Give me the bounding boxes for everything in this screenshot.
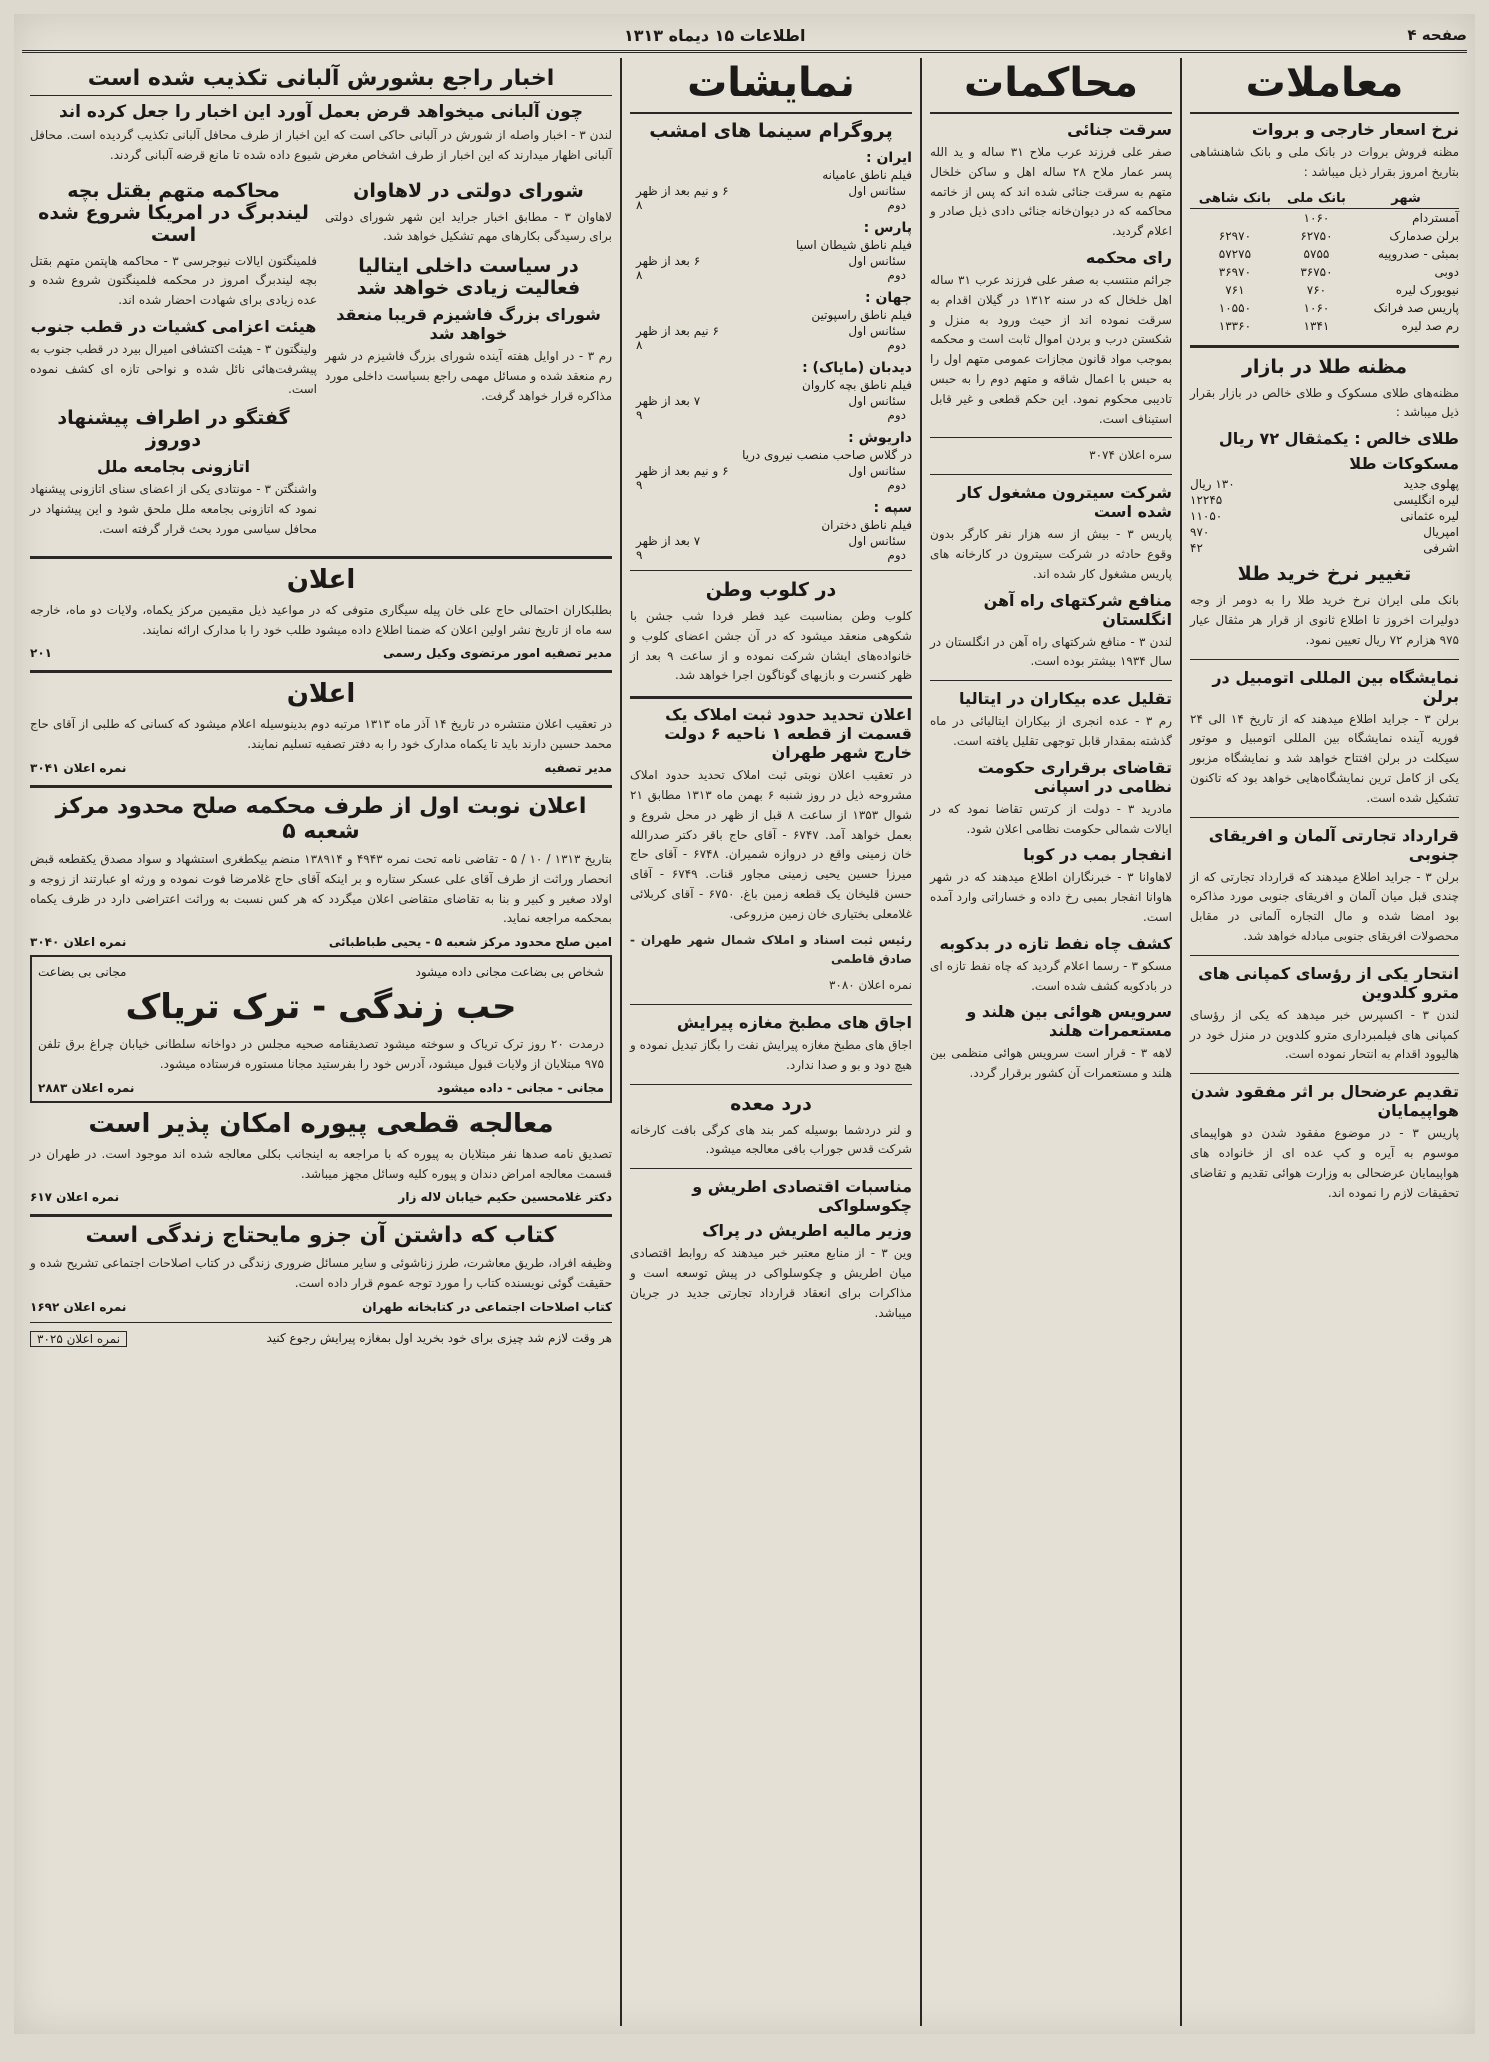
- unemployment-heading: تقلیل عده بیکاران در ایتالیا: [959, 689, 1172, 709]
- club-heading: در کلوب وطن: [705, 579, 837, 601]
- coin-row: [1190, 493, 1459, 507]
- lead-headline: اخبار راجع بشورش آلبانی تکذیب شده است: [30, 66, 612, 96]
- showtime-row: [630, 548, 912, 562]
- martial-law-body: مادرید ۳ - دولت از کرتس تقاضا نمود که در ایالات شمالی حکومت نظامی اعلان شود.: [930, 801, 1172, 836]
- pyorrhea-ad-body: تصدیق نامه صدها نفر مبتلایان به پیوره که با مراجعه به اینجانب بکلی معالجه شده اند موجود است. در طهران در قسمت معالجه امراض دندان و پیوره کلیه وسائل مجهز میباشد.: [30, 1146, 612, 1181]
- showtime-time: ۷ بعد از ظهر: [636, 534, 701, 548]
- talks-subheading: اتازونی بجامعه ملل: [97, 457, 250, 477]
- flyers-heading: تقدیم عرضحال بر اثر مفقود شدن هواپیمایان: [1190, 1082, 1459, 1121]
- news-subcolumn-left: [30, 172, 317, 546]
- showtime-label: دوم: [887, 198, 906, 212]
- pill-ad-title: حب زندگی - ترک تریاک: [125, 987, 517, 1028]
- film-title: فیلم ناطق عامیانه: [822, 168, 912, 182]
- unemployment-body: رم ۳ - عده انجری از بیکاران ایتالیائی در ماه گذشته بمقدار قابل توجهی تقلیل یافته است.: [930, 714, 1173, 748]
- fx-city: نیویورک لیره: [1395, 282, 1459, 297]
- divider: [630, 1168, 912, 1169]
- film-title: فیلم ناطق شیطان اسیا: [796, 238, 912, 252]
- news-subcolumn-right: [325, 172, 612, 546]
- econ-subheading: وزیر مالیه اطریش در پراک: [702, 1221, 912, 1241]
- limit-notice-body: در تعقیب اعلان نوبتی ثبت املاک تحدید حدود املاک مشروحه ذیل در روز شنبه ۶ بهمن ماه ۱۳۱۳ مطابق ۲۱ شوال ۱۳۵۳ از ساعت ۸ قبل از ظهر در محل شروع و بعمل خواهد آمد. ۶۷۴۷ - آقای حاج باقر دکتر صدرالله خان زمینی واقع در دروازه شمیران. ۶۷۴۸ - آقای حاج میرزا حسین یحیی زمینی مجاور قنات. ۶۷۴۹ - آقای حسن قلیخان یک قطعه زمین باغ. ۶۷۵۰ - آقای کربلائی غلامعلی بختیاری خان زمین مزروعی.: [630, 768, 912, 921]
- column-courts: [922, 58, 1182, 2026]
- film-title: فیلم ناطق بچه کاروان: [802, 378, 912, 392]
- divider: [930, 680, 1172, 681]
- book-ad-body: وظیفه افراد، طریق معاشرت، طرز زناشوئی و سایر مسائل ضروری زندگی در کتاب اصلاحات اجتماعی تشریح شده و حقیقت گوئی نویسنده کتاب را مورد توجه عموم قرار داده است.: [30, 1256, 612, 1291]
- cinema-program-title: پروگرام سینما های امشب: [649, 120, 893, 142]
- fx-melli-rate: ۶۲۷۵۰: [1300, 228, 1333, 243]
- newspaper-page: [14, 14, 1475, 2034]
- showtime-time: ۷ بعد از ظهر: [636, 394, 701, 408]
- section-title-shows: نمایشات: [630, 60, 912, 114]
- coin-price: ۹۷۰: [1190, 525, 1210, 540]
- showtime-row: [630, 464, 912, 478]
- film-title: فیلم ناطق دختران: [821, 518, 912, 532]
- notice-1-signer: مدیر تصفیه امور مرتضوی وکیل رسمی: [382, 646, 612, 661]
- talks-heading: گفتگو در اطراف پیشنهاد دوروز: [57, 407, 290, 452]
- notice-1-number: ۲۰۱: [30, 646, 52, 661]
- gold-heading: مظنه طلا در بازار: [1241, 355, 1408, 378]
- divider: [1190, 659, 1459, 660]
- showtime-label: سئانس اول: [848, 324, 906, 338]
- pyorrhea-ad-signature: [30, 1190, 612, 1204]
- coin-row: [1190, 541, 1459, 555]
- fx-shahi-rate: ۵۷۲۷۵: [1218, 246, 1252, 261]
- showtime-row: [630, 324, 912, 338]
- court-notice-number: نمره اعلان ۳۰۴۰: [30, 935, 127, 950]
- fx-melli-rate: ۷۶۰: [1306, 282, 1327, 297]
- exhibit-body: برلن ۳ - جراید اطلاع میدهند که از تاریخ ۱۴ الی ۲۴ فوریه آینده نمایشگاه بین المللی اتومبیل و موتور سیکلت در برلن افتتاح خواهد شد و نمایشگاه مزبور یکی از کامل ترین نمایشگاه‌هایی خواهد بود که تاکنون تشکیل شده است.: [1190, 711, 1459, 805]
- pyorrhea-ad-doctor: دکتر غلامحسین حکیم خیابان لاله زار: [398, 1190, 612, 1205]
- theft-heading: سرقت جنائی: [1067, 120, 1172, 139]
- showtime-row: [630, 408, 912, 422]
- court-notice-title: اعلان نوبت اول از طرف محکمه صلح محدود مرکز شعبه ۵: [55, 793, 587, 844]
- pure-gold: طلای خالص : یکمثقال ۷۲ ریال: [1218, 429, 1459, 449]
- footer-ad-number: نمره اعلان ۳۰۲۵: [30, 1331, 127, 1347]
- fx-row: [1190, 263, 1459, 281]
- court-notice-signature: [30, 935, 612, 949]
- book-ad-signature: [30, 1300, 612, 1314]
- film-title: در گلاس صاحب منصب نیروی دریا: [742, 448, 912, 462]
- divider: [930, 437, 1172, 438]
- book-ad-number: نمره اعلان ۱۶۹۲: [30, 1299, 127, 1314]
- fx-city: بمبئی - صدروپیه: [1378, 246, 1459, 261]
- showtime-row: [630, 534, 912, 548]
- south-pole-heading: هیئت اعزامی کشیات در قطب جنوب: [30, 316, 317, 336]
- showtime-row: [630, 268, 912, 282]
- showtime-label: سئانس اول: [848, 534, 906, 548]
- notice-2-signer: مدیر تصفیه: [544, 760, 612, 775]
- council-body: لاهاوان ۳ - مطابق اخبار جراید این شهر شورای دولتی برای رسیدگی بکارهای مهم تشکیل خواهد شد.: [325, 209, 612, 244]
- issue-date: اطلاعات ۱۵ دیماه ۱۳۱۳: [624, 25, 806, 45]
- theft-body: صفر علی فرزند عرب ملاح ۳۱ ساله و ید الله پسر عمار ملاح ۲۸ ساله اهل و ساکن خلخال متهم به سرقت جنائی شده اند که پس از خاتمه محاکمه که در دیوان‌خانه جنائی دادی ذیل صادر و اعلام گردید.: [930, 145, 1172, 239]
- column-shows: [622, 58, 922, 2026]
- book-ad-title: کتاب که داشتن آن جزو مایحتاج زندگی است: [85, 1223, 557, 1249]
- pill-ad: [30, 955, 612, 1103]
- fx-header-melli: بانک ملی: [1280, 189, 1353, 209]
- divider: [1190, 817, 1459, 818]
- pill-ad-body: درمدت ۲۰ روز ترک تریاک و سوخته میشود تصدیقنامه صحیه مجلس در دواخانه سلطانی خیابان چراغ برق تلفن ۹۷۵ مبتلایان از ولایات قبول میشود، آدرس خود را بفرستید مجانا مستوره فرستاده میشود.: [38, 1037, 604, 1071]
- coin-price: ۱۱۰۵۰: [1190, 509, 1223, 524]
- divider: [630, 570, 912, 571]
- rail-heading: منافع شرکتهای راه آهن انگلستان: [983, 590, 1172, 629]
- notice-2-title: اعلان: [286, 679, 356, 710]
- showtime-label: سئانس اول: [848, 464, 906, 478]
- rail-body: لندن ۳ - منافع شرکتهای راه آهن در انگلستان در سال ۱۹۳۴ بیشتر بوده است.: [930, 634, 1172, 669]
- pill-ad-slogan: مجانی - مجانی - داده میشود: [436, 1080, 604, 1095]
- showtime-row: [630, 478, 912, 492]
- air-service-body: لاهه ۳ - قرار است سرویس هوائی منظمی بین هلند و مستعمرات آن کشور برقرار گردد.: [930, 1046, 1172, 1081]
- coin-row: [1190, 525, 1459, 539]
- econ-heading: مناسبات اقتصادی اطریش و چکوسلواکی: [692, 1177, 912, 1216]
- showtime-time: ۸: [636, 268, 643, 282]
- coins-list: [1190, 477, 1459, 555]
- econ-body: وین ۳ - از منابع معتبر خبر میدهند که روابط اقتصادی میان اطریش و چکوسلواکی در پیش توسعه است و مذاکرات برای انعقاد قرارداد تجارتی جدید در جریان میباشد.: [630, 1246, 912, 1320]
- trial-heading: محاکمه متهم بقتل بچه لیندبرگ در امریکا شروع شده است: [38, 179, 309, 246]
- fx-intro: مظنه فروش بروات در بانک ملی و بانک شاهنشاهی بتاریخ امروز بقرار ذیل میباشد :: [1190, 145, 1459, 179]
- page-number: صفحه ۴: [1407, 26, 1467, 44]
- fx-melli-rate: ۵۷۵۵: [1303, 246, 1330, 261]
- fx-city: رم صد لیره: [1401, 318, 1459, 333]
- divider: [630, 696, 912, 699]
- notice-1-title: اعلان: [286, 564, 356, 595]
- fx-row: [1190, 299, 1459, 317]
- pill-ad-number: نمره اعلان ۲۸۸۳: [38, 1080, 135, 1095]
- divider: [930, 474, 1172, 475]
- showtime-label: دوم: [887, 548, 906, 562]
- suicide-heading: انتحار یکی از رؤسای کمپانی های مترو کلدوین: [1198, 963, 1459, 1002]
- showtime-time: ۹: [636, 478, 643, 492]
- cinema-name: پارس :: [863, 220, 912, 236]
- lead-subheadline: چون آلبانی میخواهد قرض بعمل آورد این اخبار را جعل کرده اند: [58, 102, 584, 122]
- fx-shahi-rate: ۳۶۹۷۰: [1218, 264, 1252, 279]
- showtime-label: سئانس اول: [848, 394, 906, 408]
- divider: [30, 1322, 612, 1323]
- cinema-name: داریوش :: [848, 430, 912, 446]
- italy-heading: در سیاست داخلی ایتالیا فعالیت زیادی خواهد شد: [356, 255, 581, 300]
- coins-heading: مسکوکات طلا: [1349, 454, 1459, 474]
- divider: [1190, 1073, 1459, 1074]
- coin-name: پهلوی جدید: [1403, 477, 1459, 492]
- fx-shahi-rate: ۱۳۳۶۰: [1218, 318, 1252, 333]
- martial-law-heading: تقاضای برقراری حکومت نظامی در اسپانی: [977, 757, 1172, 796]
- fx-melli-rate: ۳۶۷۵۰: [1300, 264, 1333, 279]
- coin-name: لیره انگلیسی: [1393, 493, 1459, 508]
- flyers-body: پاریس ۳ - در موضوع مفقود شدن دو هواپیمای موسوم به آیره و کپ عده ای از خانواده های هواپیمایان عرضحالی به وزارت هوائی تقدیم و تقاضای تحقیقات لازم را نموده اند.: [1190, 1126, 1459, 1200]
- divider: [30, 670, 612, 673]
- italy-body: رم ۳ - در اوایل هفته آینده شورای بزرگ فاشیزم در شهر رم منعقد شده و مسائل مهمی راجع بسیاست داخلی مورد مذاکره قرار خواهد گرفت.: [325, 349, 612, 403]
- oil-body: مسکو ۳ - رسما اعلام گردید که چاه نفط تازه ای در بادکوبه کشف شده است.: [930, 958, 1172, 993]
- fx-row: [1190, 317, 1459, 335]
- fx-row: [1190, 245, 1459, 263]
- court-notice-signer: امین صلح محدود مرکز شعبه ۵ - یحیی طباطبائی: [328, 935, 612, 950]
- cuba-heading: انفجار بمب در کوبا: [1023, 845, 1172, 865]
- air-service-heading: سرویس هوائی بین هلند و مستعمرات هلند: [966, 1002, 1172, 1041]
- cuba-body: لاهاوانا ۳ - خبرنگاران اطلاع میدهند که در شهر هاوانا انفجار بمبی رخ داده و خساراتی وارد آمده است.: [930, 870, 1172, 924]
- showtime-time: ۸: [636, 198, 643, 212]
- fx-header-shahi: بانک شاهی: [1190, 189, 1280, 209]
- notice-1-signature: [30, 646, 612, 660]
- film-title: فیلم ناطق راسپوتین: [811, 308, 912, 322]
- pill-ad-sides: [38, 965, 604, 979]
- cinema-name: دیدبان (مایاک) :: [802, 360, 912, 376]
- pyorrhea-ad-title: معالجه قطعی پیوره امکان پذیر است: [88, 1108, 554, 1139]
- stoves-body: اجاق های مطبخ مغازه پیرایش نفت را بگاز تبدیل نموده و هیچ دود و بو و صدا ندارد.: [630, 1037, 912, 1072]
- gold-intro: مظنه‌های طلای مسکوک و طلای خالص در بازار بقرار ذیل میباشد :: [1190, 385, 1459, 420]
- shows-ad-number: نمره اعلان ۳۰۸۰: [828, 978, 912, 993]
- cinema-name: سپه :: [873, 500, 912, 516]
- fx-row: [1190, 281, 1459, 299]
- masthead: [22, 20, 1467, 53]
- showtime-row: [630, 254, 912, 268]
- oil-heading: کشف چاه نفط تازه در بدکوبه: [939, 933, 1172, 953]
- fx-city: آمستردام: [1412, 210, 1459, 225]
- footer-ad-text: هر وقت لازم شد چیزی برای خود بخرید اول بمغازه پیرایش رجوع کنید: [266, 1330, 612, 1345]
- showtime-row: [630, 198, 912, 212]
- column-world-news: [22, 58, 622, 2026]
- divider: [630, 1084, 912, 1085]
- pill-ad-footer: [38, 1081, 604, 1095]
- fx-shahi-rate: ۷۶۱: [1225, 282, 1245, 297]
- column-transactions: [1182, 58, 1467, 2026]
- club-body: کلوب وطن بمناسبت عید فطر فردا شب جشن با شکوهی منعقد میشود که در آن جشن اعضای کلوب و خانواده‌های ایشان شرکت نموده و از ساعت ۹ بعد از ظهر کنسرت و بازیهای گوناگون اجرا خواهد شد.: [630, 609, 912, 683]
- notice-2-body: در تعقیب اعلان منتشره در تاریخ ۱۴ آذر ماه ۱۳۱۳ مرتبه دوم بدینوسیله اعلام میشود که کسانی که طلبی از آقای حاج محمد حسین دارند باید تا یکماه مدارک خود را به دفتر تصفیه تسلیم نمایند.: [30, 717, 612, 752]
- coin-row: [1190, 509, 1459, 523]
- limit-notice-heading: اعلان تحدید حدود ثبت املاک یک قسمت از قطعه ۱ ناحیه ۶ دولت خارج شهر طهران: [664, 705, 912, 763]
- gold-change-body: بانک ملی ایران نرخ خرید طلا را به دومر از وجه دولیرات اخروز تا اطلاع ثانوی از قرار هر مثقال عیار ۹۷۵ هزارم ۷۲ ریال تعیین نمود.: [1190, 593, 1459, 647]
- gold-change-heading: تغییر نرخ خرید طلا: [1237, 563, 1412, 586]
- citroen-body: پاریس ۳ - بیش از سه هزار نفر کارگر بدون وقوع حادثه در شرکت سیترون در کارخانه های پاریس مشغول کار شده اند.: [930, 527, 1172, 581]
- fx-melli-rate: ۱۰۶۰: [1303, 300, 1330, 315]
- notice-2-number: نمره اعلان ۳۰۴۱: [30, 760, 127, 775]
- showtime-time: ۹: [636, 548, 643, 562]
- coin-name: امپریال: [1423, 525, 1459, 540]
- fx-table: [1190, 189, 1459, 335]
- verdict-heading: رای محکمه: [1085, 247, 1172, 267]
- coin-price: ۴۲: [1190, 541, 1203, 556]
- italy-subheading: شورای بزرگ فاشیزم قریبا منعقد خواهد شد: [336, 305, 601, 344]
- notice-1-body: بطلبکاران احتمالی حاج علی خان پیله سیگاری متوفی که در مواعید ذیل مقیمین مرکز یکماه، ولایات دو ماه، خارجه سه ماه از تاریخ نشر اولین اعلان که ضمنا اطلاع داده میشود طلب خود را با مدارک ارائه نمایند.: [30, 602, 612, 637]
- trial-body: فلمینگتون ایالات نیوجرسی ۳ - محاکمه هاپتمن متهم بقتل بچه لیندبرگ امروز در محکمه فلمینگتون شروع شده و عده زیادی برای شهادت احضار شده اند.: [30, 253, 317, 308]
- divider: [1190, 955, 1459, 956]
- stoves-heading: اجاق های مطبخ مغازه پیرایش: [676, 1012, 912, 1032]
- fx-shahi-rate: ۱۰۵۵۰: [1218, 300, 1252, 315]
- showtime-label: دوم: [887, 408, 906, 422]
- divider: [630, 1004, 912, 1005]
- showtime-row: [630, 338, 912, 352]
- citroen-heading: شرکت سیترون مشغول کار شده است: [957, 483, 1172, 522]
- pill-ad-side-left: مجانی بی بضاعت: [38, 965, 127, 980]
- showtime-label: دوم: [887, 338, 906, 352]
- divider: [30, 556, 612, 559]
- limit-notice-sign: رئیس ثبت اسناد و املاک شمال شهر طهران - صادق قاطمی: [630, 932, 912, 967]
- book-ad-store: کتاب اصلاحات اجتماعی در کتابخانه طهران: [362, 1299, 612, 1314]
- fx-table-body: [1190, 208, 1459, 335]
- news-grid: [30, 172, 612, 546]
- showtime-label: دوم: [887, 478, 906, 492]
- pyorrhea-ad-number: نمره اعلان ۶۱۷: [30, 1190, 120, 1205]
- columns: [22, 58, 1467, 2026]
- pill-ad-side-right: شخاص بی بضاعت مجانی داده میشود: [415, 965, 604, 980]
- fx-melli-rate: ۱۳۴۱: [1303, 318, 1330, 333]
- coin-row: [1190, 477, 1459, 491]
- showtime-time: ۶ و نیم بعد از ظهر: [636, 464, 729, 478]
- lead-body: لندن ۳ - اخبار واصله از شورش در آلبانی حاکی است که این اخبار از طرف محافل آلبانی تکذیب گردیده است. محافل آلبانی اظهار میدارند که این اخبار از طرف اشخاص مغرض شیوع داده شده تا مانع قرضه آلبانی گردند.: [30, 128, 612, 162]
- south-pole-body: ولینگتون ۳ - هیئت اکتشافی امیرال بیرد در قطب جنوب به پیشرفت‌هائی نائل شده و نواحی تازه ای کشف نموده است.: [30, 341, 317, 396]
- showtime-time: ۹: [636, 408, 643, 422]
- showtime-row: [630, 184, 912, 198]
- fx-city: برلن صدمارک: [1389, 228, 1459, 243]
- stomach-pain-body: و لنر دردشما بوسیله کمر بند های کرگی بافت کارخانه شرکت قدس جوراب بافی معالجه میشود.: [630, 1122, 912, 1157]
- trade-heading: قرارداد تجارتی آلمان و افریقای جنوبی: [1208, 825, 1459, 864]
- courts-ad-number: سره اعلان ۳۰۷۴: [1089, 448, 1172, 463]
- showtime-label: سئانس اول: [848, 254, 906, 268]
- section-title-courts: محاکمات: [930, 60, 1172, 114]
- showtime-time: ۶ و نیم بعد از ظهر: [636, 184, 729, 198]
- fx-shahi-rate: ۶۲۹۷۰: [1218, 228, 1252, 243]
- showtime-label: دوم: [887, 268, 906, 282]
- fx-melli-rate: ۱۰۶۰: [1303, 210, 1330, 225]
- divider: [30, 785, 612, 788]
- verdict-body: جرائم منتسب به صفر علی فرزند عرب ۳۱ ساله اهل خلخال که در سنه ۱۳۱۲ در گیلان اقدام به سرقت نموده اند از حیث ورود به منزل و شکستن درب و بردن اموال ثابت است و محکمه بموجب مواد قانون مجازات عمومی متهم اول را به حبس با اعمال شاقه و متهم دوم را به حبس تادیبی محکوم نمود. این حکم قطعی و غیر قابل استیناف است.: [930, 272, 1173, 426]
- cinema-list: [630, 150, 912, 562]
- fx-shahi-rate: [1190, 208, 1280, 227]
- exhibit-heading: نمایشگاه بین المللی اتومبیل در برلن: [1212, 667, 1459, 706]
- suicide-body: لندن ۳ - اکسپرس خبر میدهد که یکی از رؤسای کمپانی های فیلمبرداری مترو کلدوین در منزل خود در هالیوود اقدام به انتحار نموده است.: [1190, 1007, 1460, 1062]
- showtime-time: ۶ بعد از ظهر: [636, 254, 701, 268]
- coin-name: لیره عثمانی: [1400, 509, 1459, 524]
- section-title-transactions: معاملات: [1190, 60, 1459, 114]
- fx-heading: نرخ اسعار خارجی و بروات: [1251, 120, 1459, 139]
- fx-city: دوبی: [1434, 264, 1459, 279]
- talks-body: واشنگتن ۳ - مونتادی یکی از اعضای سنای اتازونی پیشنهاد نمود که اتازونی بجامعه ملل ملحق شود و این پیشنهاد در محافل سیاسی مورد بحث قرار گرفته است.: [30, 482, 317, 536]
- showtime-time: ۶ نیم بعد از ظهر: [636, 324, 719, 338]
- showtime-time: ۸: [636, 338, 643, 352]
- council-heading: شورای دولتی در لاهاوان: [353, 179, 584, 202]
- coin-price: ۱۲۲۴۵: [1190, 493, 1223, 508]
- divider: [1190, 345, 1459, 348]
- showtime-row: [630, 394, 912, 408]
- fx-row: [1190, 227, 1459, 245]
- fx-city: پاریس صد فرانک: [1373, 300, 1459, 315]
- cinema-name: جهان :: [864, 290, 912, 306]
- trade-body: برلن ۳ - جراید اطلاع میدهند که قرارداد تجارتی که از چندی قبل میان آلمان و افریقای جنوبی مورد مذاکره بود امضا شده و مال التجاره آلمانی در مقابل محصولات افریقای جنوبی مبادله خواهد شد.: [1190, 869, 1459, 943]
- cinema-name: ایران :: [866, 150, 912, 166]
- divider: [30, 1214, 612, 1217]
- court-notice-body: بتاریخ ۱۳۱۳ / ۱۰ / ۵ - تقاضی نامه تحت نمره ۴۹۴۳ و ۱۳۸۹۱۴ منضم بیکطغری استشهاد و سواد مصدق یکقطعه قبض انحصار وراثت از طرف آقای علی عسکر ستاره و بر اینکه آقای حاج غلامرضا فوت نموده و ورثه او عبارتند از زوجه و اولاد صغیر و کبیر و بنا به تقاضای متقاضی اعلان میگردد که هر کس نسبت به وراثت اعتراضی دارد در ظرف یکماه بمحکمه مراجعه نماید.: [30, 851, 613, 926]
- coin-price: ۱۳۰ ریال: [1190, 477, 1235, 492]
- coin-name: اشرفی: [1423, 541, 1459, 556]
- footer-ad: [30, 1331, 612, 1347]
- fx-row: [1190, 208, 1459, 227]
- stomach-pain-heading: درد معده: [730, 1092, 812, 1115]
- fx-header-city: شهر: [1353, 189, 1459, 209]
- notice-2-signature: [30, 761, 612, 775]
- showtime-label: سئانس اول: [848, 184, 906, 198]
